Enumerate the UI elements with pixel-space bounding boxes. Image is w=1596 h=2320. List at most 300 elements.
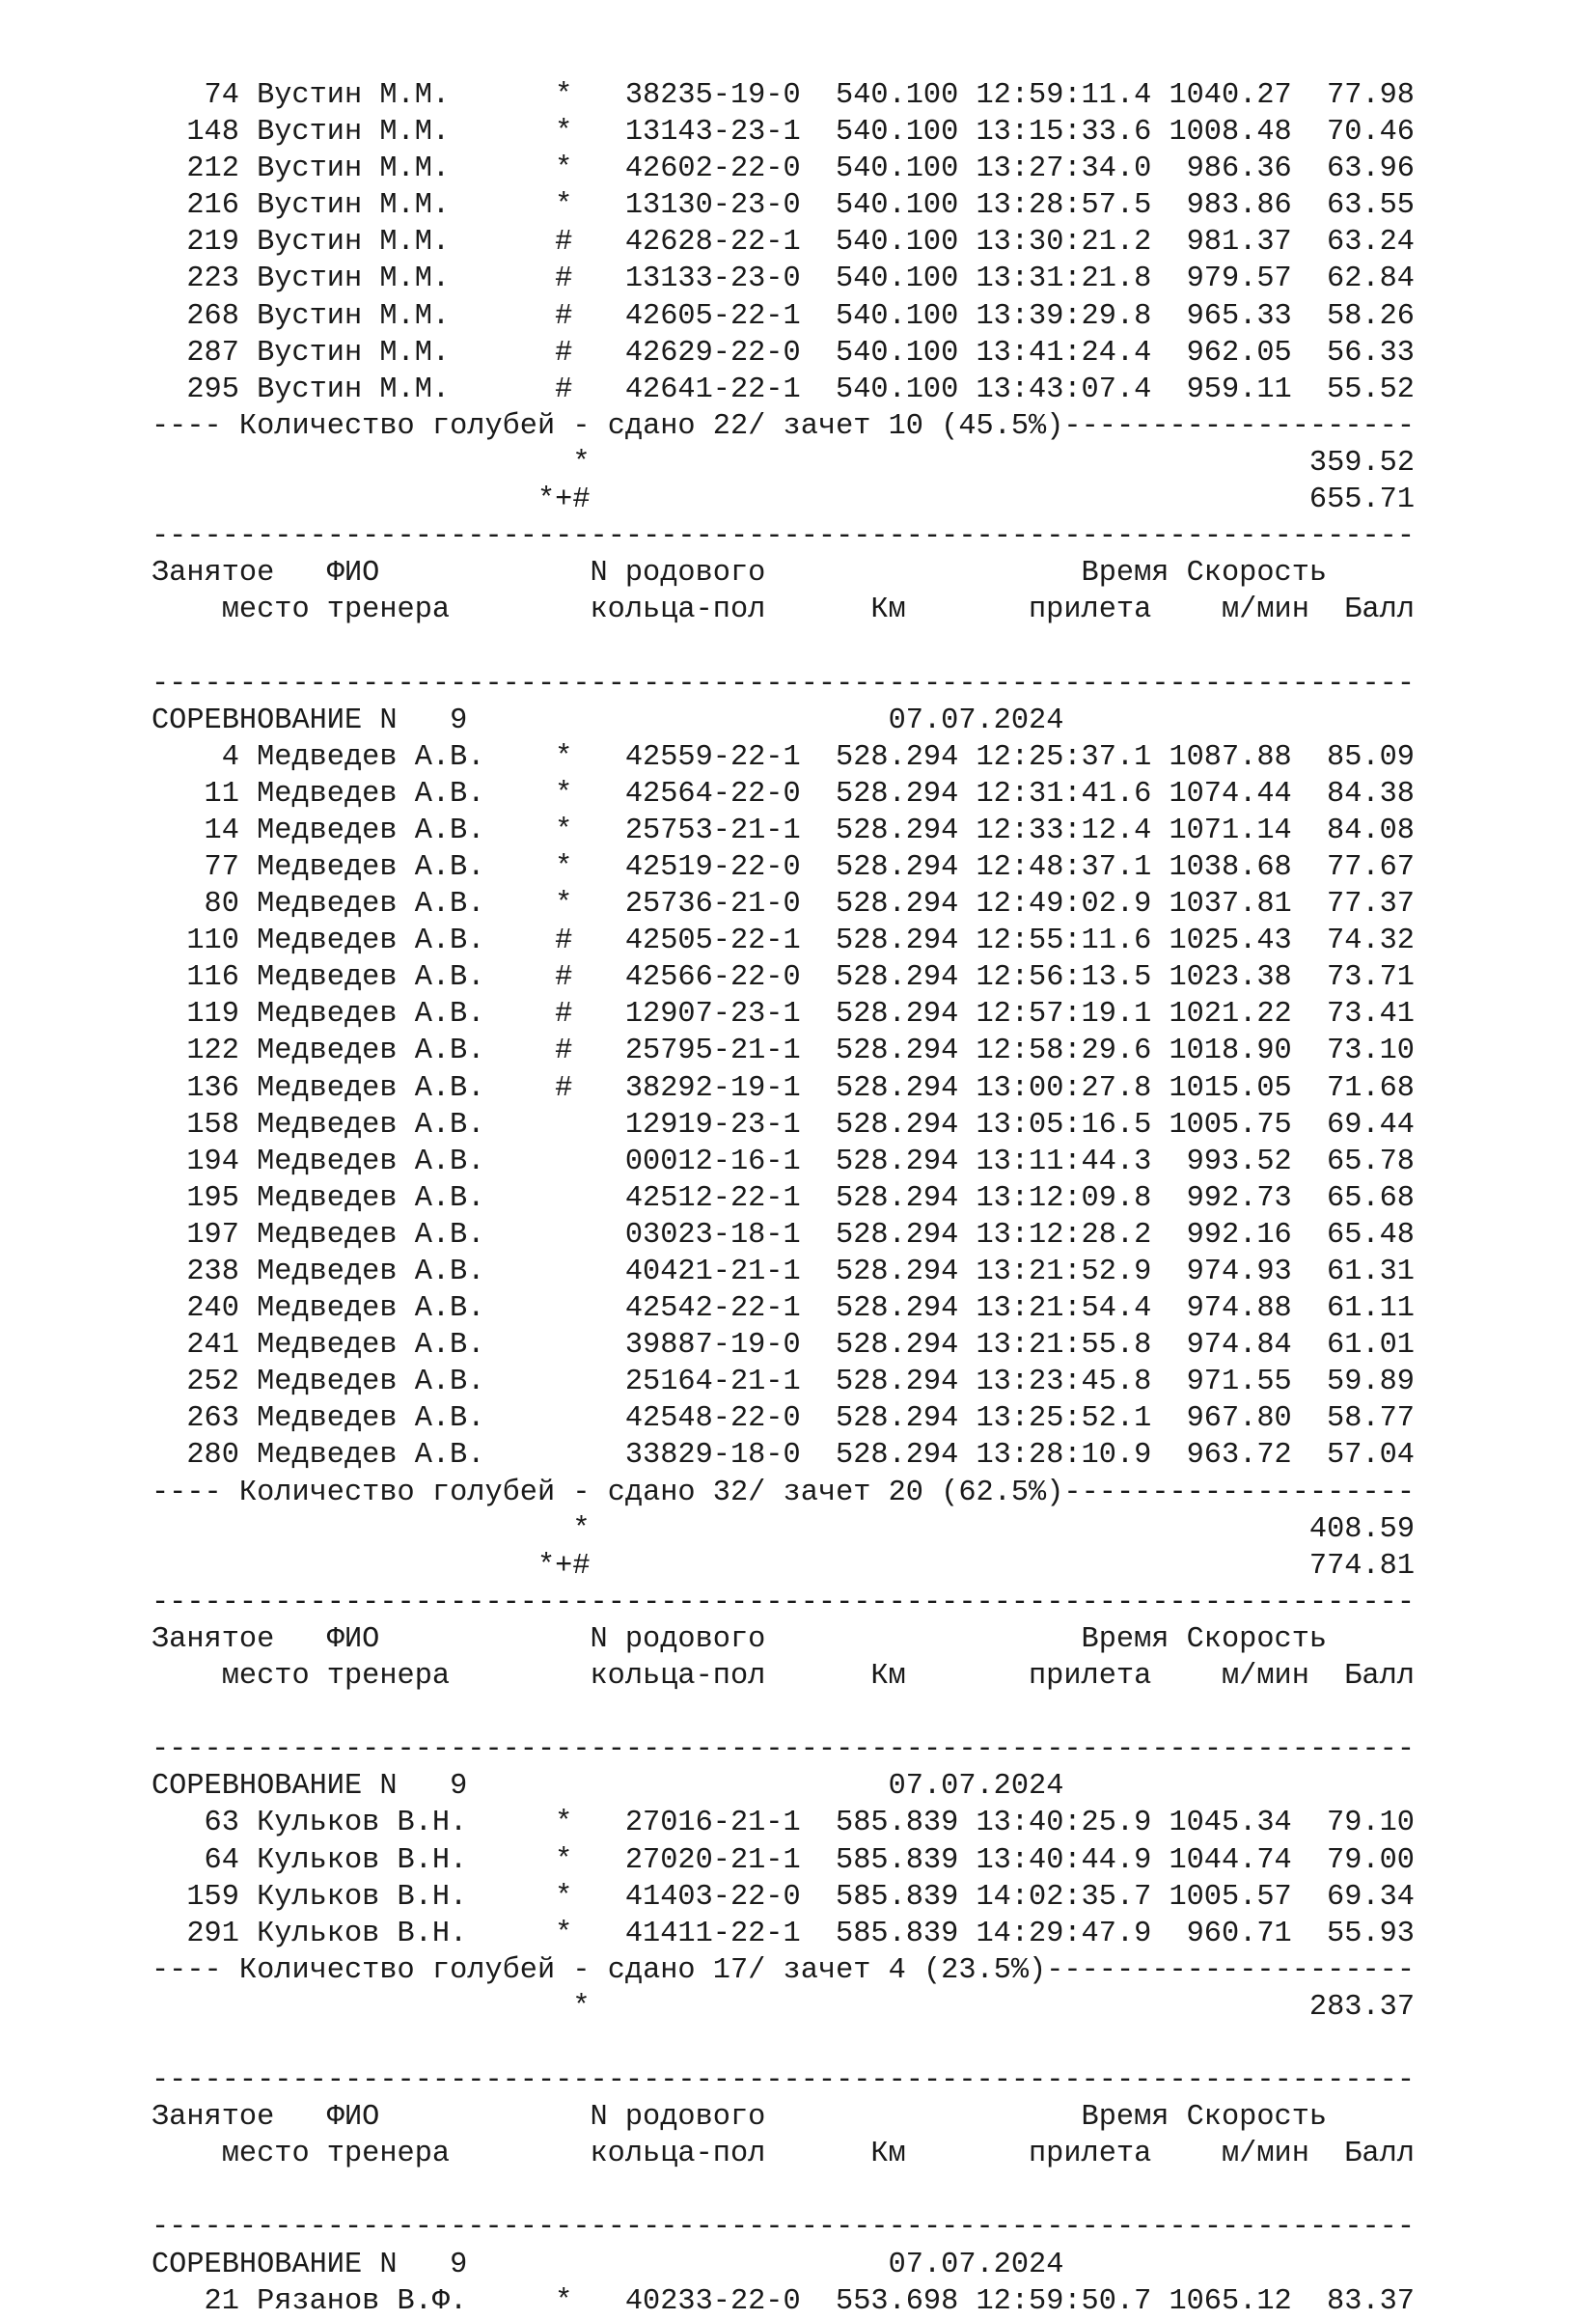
distance-km: 540.100 — [836, 226, 959, 260]
ring-number: 25736-21-0 — [624, 888, 801, 922]
distance-km: 585.839 — [836, 1843, 959, 1877]
table-row — [151, 813, 1560, 849]
competition-date: 07.07.2024 — [888, 2248, 1064, 2281]
competition-name: СОРЕВНОВАНИЕ N 9 — [151, 1770, 468, 1804]
trainer-name: Медведев А.В. — [257, 888, 485, 922]
arrival-time: 13:12:28.2 — [976, 1218, 1152, 1252]
header-place: Занятое — [151, 557, 275, 591]
table-row — [151, 2283, 1560, 2320]
speed: 974.84 — [1186, 1329, 1292, 1363]
arrival-time: 13:25:52.1 — [976, 1402, 1152, 1436]
results-document — [151, 77, 1560, 2320]
distance-km: 528.294 — [836, 1402, 959, 1436]
score: 59.89 — [1327, 1366, 1415, 1399]
score: 73.41 — [1327, 998, 1415, 1032]
header-time: Время — [1081, 2101, 1169, 2135]
trainer-name: Медведев А.В. — [257, 1035, 485, 1068]
trainer-name: Медведев А.В. — [257, 777, 485, 811]
speed: 981.37 — [1186, 226, 1292, 260]
arrival-time: 14:29:47.9 — [976, 1917, 1152, 1950]
trainer-name: Медведев А.В. — [257, 850, 485, 884]
trainer-name: Медведев А.В. — [257, 1366, 485, 1399]
score: 84.38 — [1327, 777, 1415, 811]
place: 64 — [204, 1843, 239, 1877]
summary-line — [151, 1952, 1560, 1989]
speed: 959.11 — [1186, 373, 1292, 406]
arrival-time: 12:56:13.5 — [976, 961, 1152, 995]
ring-number: 25795-21-1 — [624, 1035, 801, 1068]
distance-km: 528.294 — [836, 998, 959, 1032]
header-place: Занятое — [151, 2101, 275, 2135]
place: 287 — [186, 336, 239, 370]
distance-km: 585.839 — [836, 1917, 959, 1950]
place: 238 — [186, 1256, 239, 1288]
marker: * — [555, 740, 573, 774]
score: 58.77 — [1327, 1402, 1415, 1436]
place: 122 — [186, 1035, 239, 1068]
header-score2: Балл — [1344, 2138, 1415, 2171]
speed: 1074.44 — [1169, 777, 1292, 811]
trainer-name: Кульков В.Н. — [257, 1807, 468, 1840]
place: 241 — [186, 1329, 239, 1363]
table-row — [151, 1033, 1560, 1069]
separator: ------------------------------------------------------------------------ — [151, 667, 1416, 701]
marker: # — [555, 1071, 573, 1105]
total-value: 774.81 — [1308, 1549, 1416, 1583]
header-time2: прилета — [1029, 594, 1152, 627]
ring-number: 40421-21-1 — [624, 1256, 801, 1288]
table-header-2 — [151, 1658, 1560, 1695]
distance-km: 540.100 — [836, 152, 959, 186]
speed: 967.80 — [1186, 1402, 1292, 1436]
arrival-time: 13:40:44.9 — [976, 1843, 1152, 1877]
score: 83.37 — [1327, 2284, 1415, 2318]
total-marker: *+# — [537, 483, 591, 517]
score: 65.78 — [1327, 1145, 1415, 1178]
header-name: ФИО — [326, 1622, 380, 1656]
blank-line — [151, 2172, 1560, 2209]
header-ring2: кольца-пол — [590, 1660, 766, 1694]
table-row — [151, 1070, 1560, 1107]
arrival-time: 14:02:35.7 — [976, 1880, 1152, 1914]
competition-name: СОРЕВНОВАНИЕ N 9 — [151, 2248, 468, 2281]
distance-km: 528.294 — [836, 1218, 959, 1252]
table-row — [151, 1217, 1560, 1254]
header-ring: N родового — [590, 2101, 766, 2135]
total-marker: * — [572, 446, 591, 480]
ring-number: 42505-22-1 — [624, 925, 801, 958]
competition-title — [151, 703, 1560, 739]
ring-number: 27016-21-1 — [624, 1807, 801, 1840]
distance-km: 528.294 — [836, 1292, 959, 1326]
trainer-name: Кульков В.Н. — [257, 1917, 468, 1950]
place: 136 — [186, 1071, 239, 1105]
ring-number: 42602-22-0 — [624, 152, 801, 186]
distance-km: 528.294 — [836, 850, 959, 884]
marker: * — [555, 79, 573, 112]
total-marker: * — [572, 1990, 591, 2024]
place: 212 — [186, 152, 239, 186]
ring-number: 42564-22-0 — [624, 777, 801, 811]
total-line — [151, 445, 1560, 482]
score: 70.46 — [1327, 116, 1415, 150]
speed: 1025.43 — [1169, 925, 1292, 958]
arrival-time: 12:31:41.6 — [976, 777, 1152, 811]
score: 73.71 — [1327, 961, 1415, 995]
speed: 1005.75 — [1169, 1108, 1292, 1142]
arrival-time: 13:15:33.6 — [976, 116, 1152, 150]
place: 119 — [186, 998, 239, 1032]
speed: 962.05 — [1186, 336, 1292, 370]
header-ring: N родового — [590, 1622, 766, 1656]
header-name: ФИО — [326, 557, 380, 591]
distance-km: 528.294 — [836, 740, 959, 774]
arrival-time: 13:21:52.9 — [976, 1256, 1152, 1288]
header-name2: тренера — [326, 1660, 451, 1694]
arrival-time: 13:23:45.8 — [976, 1366, 1152, 1399]
summary-line — [151, 1475, 1560, 1511]
score: 65.68 — [1327, 1181, 1415, 1215]
header-score2: Балл — [1344, 594, 1415, 627]
distance-km: 540.100 — [836, 189, 959, 223]
distance-km: 540.100 — [836, 373, 959, 406]
separator-line — [151, 518, 1560, 555]
distance-km: 540.100 — [836, 79, 959, 112]
marker: * — [555, 814, 573, 847]
separator-line — [151, 666, 1560, 703]
table-row — [151, 261, 1560, 297]
arrival-time: 12:59:50.7 — [976, 2284, 1152, 2318]
ring-number: 40233-22-0 — [624, 2284, 801, 2318]
table-row — [151, 372, 1560, 408]
header-name2: тренера — [326, 594, 451, 627]
arrival-time: 13:21:54.4 — [976, 1292, 1152, 1326]
place: 148 — [186, 116, 239, 150]
total-value: 655.71 — [1308, 483, 1416, 517]
marker: * — [555, 888, 573, 922]
score: 74.32 — [1327, 925, 1415, 958]
table-row — [151, 1180, 1560, 1217]
separator-line — [151, 1731, 1560, 1768]
header-ring2: кольца-пол — [590, 594, 766, 627]
distance-km: 540.100 — [836, 262, 959, 296]
place: 4 — [221, 740, 239, 774]
table-header-1 — [151, 555, 1560, 592]
distance-km: 585.839 — [836, 1807, 959, 1840]
distance-km: 528.294 — [836, 1181, 959, 1215]
trainer-name: Медведев А.В. — [257, 998, 485, 1032]
header-speed2: м/мин — [1222, 1660, 1309, 1694]
distance-km: 585.839 — [836, 1880, 959, 1914]
distance-km: 528.294 — [836, 1256, 959, 1288]
distance-km: 528.294 — [836, 1071, 959, 1105]
table-row — [151, 224, 1560, 261]
score: 55.52 — [1327, 373, 1415, 406]
header-speed: Скорость — [1186, 2101, 1328, 2135]
distance-km: 528.294 — [836, 814, 959, 847]
total-value: 283.37 — [1308, 1990, 1416, 2024]
marker: * — [555, 777, 573, 811]
table-row — [151, 298, 1560, 335]
place: 21 — [204, 2284, 239, 2318]
score: 77.37 — [1327, 888, 1415, 922]
speed: 1040.27 — [1169, 79, 1292, 112]
marker: # — [555, 336, 573, 370]
header-place: Занятое — [151, 1622, 275, 1656]
score: 61.01 — [1327, 1329, 1415, 1363]
table-row — [151, 1879, 1560, 1916]
score: 77.98 — [1327, 79, 1415, 112]
blank-line — [151, 2026, 1560, 2062]
header-place2: место — [221, 2138, 310, 2171]
ring-number: 00012-16-1 — [624, 1145, 801, 1178]
ring-number: 25753-21-1 — [624, 814, 801, 847]
trainer-name: Вустин М.М. — [257, 189, 451, 223]
total-value: 408.59 — [1308, 1512, 1416, 1546]
table-row — [151, 1842, 1560, 1879]
trainer-name: Медведев А.В. — [257, 740, 485, 774]
trainer-name: Вустин М.М. — [257, 373, 451, 406]
table-row — [151, 187, 1560, 224]
marker: * — [555, 1807, 573, 1840]
speed: 1015.05 — [1169, 1071, 1292, 1105]
distance-km: 553.698 — [836, 2284, 959, 2318]
trainer-name: Медведев А.В. — [257, 1181, 485, 1215]
ring-number: 42559-22-1 — [624, 740, 801, 774]
score: 62.84 — [1327, 262, 1415, 296]
table-row — [151, 1916, 1560, 1952]
ring-number: 42628-22-1 — [624, 226, 801, 260]
score: 69.44 — [1327, 1108, 1415, 1142]
trainer-name: Медведев А.В. — [257, 1256, 485, 1288]
place: 77 — [204, 850, 239, 884]
table-header-2 — [151, 2136, 1560, 2172]
score: 77.67 — [1327, 850, 1415, 884]
speed: 1023.38 — [1169, 961, 1292, 995]
marker: * — [555, 152, 573, 186]
arrival-time: 12:58:29.6 — [976, 1035, 1152, 1068]
trainer-name: Медведев А.В. — [257, 1071, 485, 1105]
table-header-1 — [151, 1621, 1560, 1658]
table-row — [151, 1364, 1560, 1400]
marker: # — [555, 373, 573, 406]
table-row — [151, 1290, 1560, 1327]
ring-number: 13130-23-0 — [624, 189, 801, 223]
speed: 1038.68 — [1169, 850, 1292, 884]
trainer-name: Медведев А.В. — [257, 1292, 485, 1326]
header-ring2: кольца-пол — [590, 2138, 766, 2171]
marker: * — [555, 1917, 573, 1950]
table-row — [151, 776, 1560, 813]
distance-km: 528.294 — [836, 1439, 959, 1473]
score: 61.11 — [1327, 1292, 1415, 1326]
speed: 963.72 — [1186, 1439, 1292, 1473]
header-name2: тренера — [326, 2138, 451, 2171]
marker: * — [555, 2284, 573, 2318]
separator: ------------------------------------------------------------------------ — [151, 520, 1416, 554]
arrival-time: 13:41:24.4 — [976, 336, 1152, 370]
score: 58.26 — [1327, 299, 1415, 333]
arrival-time: 12:55:11.6 — [976, 925, 1152, 958]
marker: * — [555, 1880, 573, 1914]
distance-km: 528.294 — [836, 777, 959, 811]
separator: ------------------------------------------------------------------------ — [151, 2211, 1416, 2245]
table-row — [151, 923, 1560, 959]
table-row — [151, 1144, 1560, 1180]
speed: 1005.57 — [1169, 1880, 1292, 1914]
score: 63.24 — [1327, 226, 1415, 260]
header-km2: Км — [870, 2138, 906, 2171]
header-score2: Балл — [1344, 1660, 1415, 1694]
ring-number: 42512-22-1 — [624, 1181, 801, 1215]
table-row — [151, 996, 1560, 1033]
speed: 992.73 — [1186, 1181, 1292, 1215]
arrival-time: 13:31:21.8 — [976, 262, 1152, 296]
ring-number: 42605-22-1 — [624, 299, 801, 333]
summary-line — [151, 408, 1560, 445]
table-row — [151, 1107, 1560, 1144]
trainer-name: Медведев А.В. — [257, 1402, 485, 1436]
speed: 971.55 — [1186, 1366, 1292, 1399]
speed: 992.16 — [1186, 1218, 1292, 1252]
trainer-name: Медведев А.В. — [257, 1145, 485, 1178]
arrival-time: 13:11:44.3 — [976, 1145, 1152, 1178]
place: 110 — [186, 925, 239, 958]
ring-number: 38235-19-0 — [624, 79, 801, 112]
place: 263 — [186, 1402, 239, 1436]
summary-text: ---- Количество голубей - сдано 17/ зачет 4 (23.5%)--------------------- — [151, 1953, 1416, 1987]
distance-km: 528.294 — [836, 888, 959, 922]
header-km2: Км — [870, 594, 906, 627]
arrival-time: 13:00:27.8 — [976, 1071, 1152, 1105]
separator-line — [151, 2062, 1560, 2099]
total-marker: *+# — [537, 1549, 591, 1583]
trainer-name: Медведев А.В. — [257, 1218, 485, 1252]
table-header-1 — [151, 2099, 1560, 2136]
header-place2: место — [221, 1660, 310, 1694]
ring-number: 42629-22-0 — [624, 336, 801, 370]
ring-number: 25164-21-1 — [624, 1366, 801, 1399]
speed: 1044.74 — [1169, 1843, 1292, 1877]
speed: 974.93 — [1186, 1256, 1292, 1288]
competition-date: 07.07.2024 — [888, 704, 1064, 737]
place: 195 — [186, 1181, 239, 1215]
trainer-name: Вустин М.М. — [257, 262, 451, 296]
separator: ------------------------------------------------------------------------ — [151, 1733, 1416, 1767]
trainer-name: Вустин М.М. — [257, 152, 451, 186]
arrival-time: 12:25:37.1 — [976, 740, 1152, 774]
place: 74 — [204, 79, 239, 112]
header-time: Время — [1081, 1622, 1169, 1656]
competition-date: 07.07.2024 — [888, 1770, 1064, 1804]
arrival-time: 12:57:19.1 — [976, 998, 1152, 1032]
competition-name: СОРЕВНОВАНИЕ N 9 — [151, 704, 468, 737]
marker: # — [555, 998, 573, 1032]
header-ring: N родового — [590, 557, 766, 591]
place: 240 — [186, 1292, 239, 1326]
marker: # — [555, 1035, 573, 1068]
speed: 965.33 — [1186, 299, 1292, 333]
place: 280 — [186, 1439, 239, 1473]
total-value: 359.52 — [1308, 446, 1416, 480]
table-row — [151, 886, 1560, 923]
table-row — [151, 1437, 1560, 1474]
arrival-time: 13:28:10.9 — [976, 1439, 1152, 1473]
table-row — [151, 1805, 1560, 1841]
score: 55.93 — [1327, 1917, 1415, 1950]
score: 65.48 — [1327, 1218, 1415, 1252]
marker: # — [555, 226, 573, 260]
arrival-time: 13:39:29.8 — [976, 299, 1152, 333]
ring-number: 42566-22-0 — [624, 961, 801, 995]
arrival-time: 12:59:11.4 — [976, 79, 1152, 112]
header-speed: Скорость — [1186, 1622, 1328, 1656]
place: 295 — [186, 373, 239, 406]
ring-number: 12919-23-1 — [624, 1108, 801, 1142]
score: 61.31 — [1327, 1256, 1415, 1288]
total-line — [151, 482, 1560, 518]
ring-number: 42519-22-0 — [624, 850, 801, 884]
distance-km: 528.294 — [836, 925, 959, 958]
score: 69.34 — [1327, 1880, 1415, 1914]
trainer-name: Вустин М.М. — [257, 79, 451, 112]
arrival-time: 13:27:34.0 — [976, 152, 1152, 186]
speed: 1008.48 — [1169, 116, 1292, 150]
trainer-name: Кульков В.Н. — [257, 1843, 468, 1877]
arrival-time: 13:40:25.9 — [976, 1807, 1152, 1840]
place: 63 — [204, 1807, 239, 1840]
table-row — [151, 77, 1560, 114]
distance-km: 540.100 — [836, 299, 959, 333]
score: 63.96 — [1327, 152, 1415, 186]
speed: 1037.81 — [1169, 888, 1292, 922]
score: 85.09 — [1327, 740, 1415, 774]
marker: * — [555, 850, 573, 884]
trainer-name: Вустин М.М. — [257, 116, 451, 150]
trainer-name: Вустин М.М. — [257, 336, 451, 370]
trainer-name: Вустин М.М. — [257, 299, 451, 333]
trainer-name: Медведев А.В. — [257, 925, 485, 958]
trainer-name: Медведев А.В. — [257, 961, 485, 995]
header-place2: место — [221, 594, 310, 627]
separator-line — [151, 1585, 1560, 1621]
table-row — [151, 959, 1560, 996]
distance-km: 528.294 — [836, 1145, 959, 1178]
place: 11 — [204, 777, 239, 811]
summary-text: ---- Количество голубей - сдано 32/ зачет 20 (62.5%)-------------------- — [151, 1476, 1416, 1509]
competition-title — [151, 1768, 1560, 1805]
ring-number: 27020-21-1 — [624, 1843, 801, 1877]
place: 219 — [186, 226, 239, 260]
distance-km: 540.100 — [836, 336, 959, 370]
header-speed2: м/мин — [1222, 2138, 1309, 2171]
ring-number: 41411-22-1 — [624, 1917, 801, 1950]
speed: 1045.34 — [1169, 1807, 1292, 1840]
separator-line — [151, 2209, 1560, 2246]
place: 158 — [186, 1108, 239, 1142]
speed: 1018.90 — [1169, 1035, 1292, 1068]
score: 73.10 — [1327, 1035, 1415, 1068]
header-time2: прилета — [1029, 2138, 1152, 2171]
speed: 1021.22 — [1169, 998, 1292, 1032]
place: 197 — [186, 1218, 239, 1252]
competition-title — [151, 2247, 1560, 2283]
separator: ------------------------------------------------------------------------ — [151, 2064, 1416, 2098]
arrival-time: 13:30:21.2 — [976, 226, 1152, 260]
score: 79.10 — [1327, 1807, 1415, 1840]
speed: 1065.12 — [1169, 2284, 1292, 2318]
ring-number: 41403-22-0 — [624, 1880, 801, 1914]
